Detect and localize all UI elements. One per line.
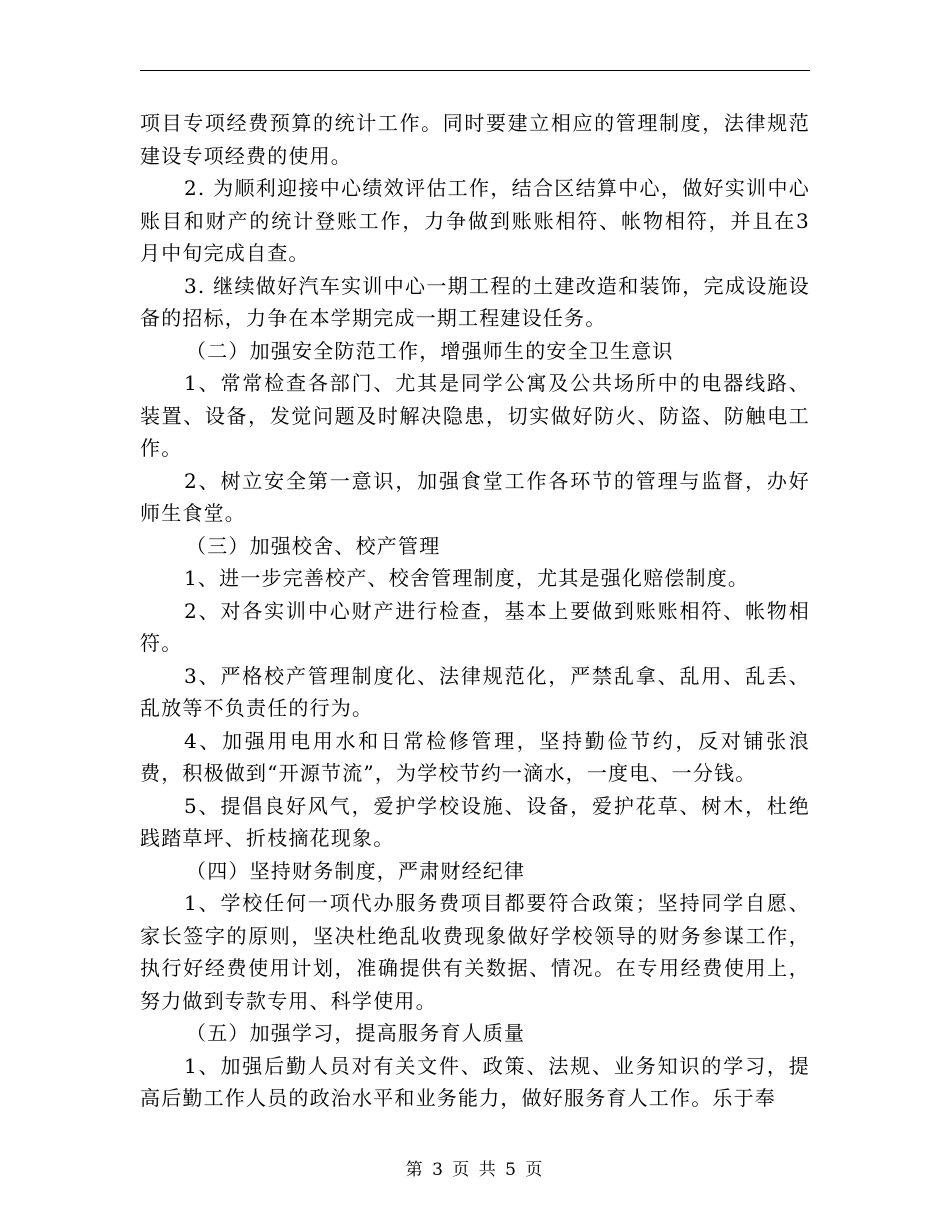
paragraph-item: 5、提倡良好风气，爱护学校设施、设备，爱护花草、树木，杜绝践踏草坪、折枝摘花现象。 [140, 793, 810, 850]
paragraph-item: 3、严格校产管理制度化、法律规范化，严禁乱拿、乱用、乱丢、乱放等不负责任的行为。 [140, 663, 810, 720]
paragraph-item: 1、进一步完善校产、校舍管理制度，尤其是强化赔偿制度。 [184, 566, 750, 590]
paragraph-item: 1、学校任何一项代办服务费项目都要符合政策；坚持同学自愿、家长签字的原则，坚决杜绝乱收费现象做好学校领导的财务参谋工作，执行好经费使用计划，准确提供有关数据、情况。在专用经费使用上，努力做到专款专用、科学使用。 [140, 891, 810, 1013]
paragraph-item: 1、加强后勤人员对有关文件、政策、法规、业务知识的学习，提高后勤工作人员的政治水平和业务能力，做好服务育人工作。乐于奉 [140, 1053, 810, 1110]
paragraph-continuation: 项目专项经费预算的统计工作。同时要建立相应的管理制度，法律规范建设专项经费的使用。 [140, 111, 810, 168]
section-heading: （三）加强校舍、校产管理 [186, 533, 441, 558]
paragraph-item: 4、加强用电用水和日常检修管理，坚持勤俭节约，反对铺张浪费，积极做到“开源节流”，为学校节约一滴水，一度电、一分钱。 [140, 728, 810, 785]
section-heading: （四）坚持财务制度，严肃财经纪律 [186, 858, 526, 883]
document-body [140, 107, 810, 1115]
section-heading: （二）加强安全防范工作，增强师生的安全卫生意识 [186, 338, 674, 363]
header-rule [140, 70, 810, 71]
section-heading: （五）加强学习，提高服务育人质量 [186, 1021, 526, 1045]
paragraph-item: 2、对各实训中心财产进行检查，基本上要做到账账相符、帐物相符。 [140, 598, 810, 655]
paragraph-item: 3. 继续做好汽车实训中心一期工程的土建改造和装饰，完成设施设备的招标，力争在本学期完成一期工程建设任务。 [140, 273, 810, 330]
paragraph-item: 2. 为顺利迎接中心绩效评估工作，结合区结算中心，做好实训中心账目和财产的统计登账工作，力争做到账账相符、帐物相符，并且在3月中旬完成自查。 [140, 176, 810, 265]
paragraph-item: 1、常常检查各部门、尤其是同学公寓及公共场所中的电器线路、装置、设备，发觉问题及时解决隐患，切实做好防火、防盗、防触电工作。 [140, 371, 810, 460]
paragraph-item: 2、树立安全第一意识，加强食堂工作各环节的管理与监督，办好师生食堂。 [140, 468, 810, 525]
page-footer: 第 3 页 共 5 页 [405, 1160, 545, 1180]
